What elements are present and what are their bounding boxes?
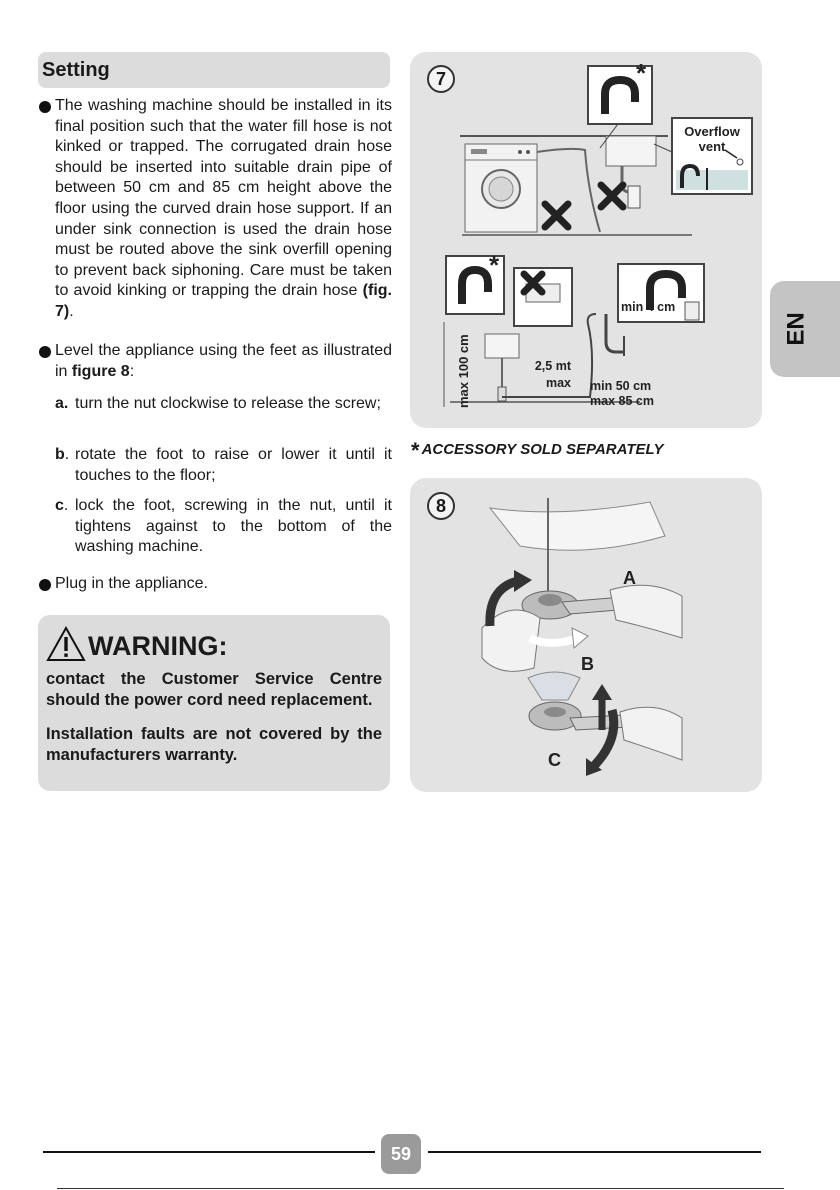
hose-length-max-label: max [545, 376, 571, 390]
step-letter: a. [55, 395, 69, 412]
washing-machine-drawing [465, 144, 537, 232]
step-letter: c. [55, 497, 69, 514]
bullet-dot-icon [39, 579, 51, 591]
figure-8-foot-levelling [410, 478, 762, 792]
bullet-installation-end: . [69, 302, 74, 320]
warning-warranty: Installation faults are not covered by the manufacturers warranty. [46, 725, 382, 764]
figure-7-number: 7 [427, 65, 455, 93]
min-4-cm-label: min 4 cm [621, 300, 676, 314]
warning-triangle-icon [46, 625, 86, 663]
accessory-note-text: ACCESSORY SOLD SEPARATELY [421, 441, 664, 458]
accessory-note [411, 438, 664, 464]
max-85-cm-label: max 85 cm [590, 394, 654, 408]
figure-7-drain-installation [410, 52, 762, 428]
step-text: rotate the foot to raise or lower it until it touches to the floor; [75, 446, 392, 484]
bullet-level-text: Level the appliance using the feet as illustrated in [55, 342, 392, 380]
label-c: C [548, 750, 561, 770]
hose-length-label: 2,5 mt [534, 359, 571, 373]
accessory-star: * [411, 438, 420, 463]
bullet-dot-icon [39, 101, 51, 113]
footer-rule-left [43, 1151, 375, 1153]
bullet-dot-icon [39, 346, 51, 358]
bullet-installation [38, 96, 392, 323]
step-c [55, 496, 392, 558]
overflow-vent-label: Overflow [684, 124, 740, 139]
warning-power-cord: contact the Customer Service Centre should the power cord need replacement. [46, 670, 382, 709]
bullet-plug-text: Plug in the appliance. [55, 575, 208, 592]
overflow-vent-label-2: vent [698, 139, 726, 154]
page-number: 59 [381, 1134, 421, 1174]
warning-box [38, 615, 390, 791]
warning-title: WARNING: [88, 631, 228, 661]
fig8-reference: figure 8 [71, 362, 130, 380]
cross-icon [601, 185, 623, 207]
bullet-level [38, 341, 392, 382]
section-title [38, 52, 390, 88]
footer-rule-right [428, 1151, 761, 1153]
accessory-star-mark: * [636, 58, 647, 88]
step-a [55, 394, 392, 415]
language-tab-label: EN [782, 312, 810, 346]
min-50-cm-label: min 50 cm [590, 379, 652, 393]
figure-8-number: 8 [427, 492, 455, 520]
accessory-star-mark: * [489, 250, 500, 280]
max-100-cm-label: max 100 cm [456, 334, 471, 408]
section-title-text: Setting [42, 59, 110, 81]
step-text: lock the foot, screwing in the nut, until it tightens against to the bottom of the washing machine. [75, 497, 392, 556]
bullet-installation-text: The washing machine should be installed in its final position such that the water fill hose is not kinked or trapped. The corrugated drain hose should be inserted into suitable drain pipe of between 50 cm and 85 cm height above the floor using the curved drain hose support. If an under sink connection is used the drain hose must be routed above the sink overfill opening to prevent back siphoning. Care must be taken to avoid kinking or trapping the drain hose [55, 97, 392, 300]
label-b: B [581, 654, 594, 674]
step-b [55, 445, 392, 486]
bullet-level-end: : [129, 362, 135, 380]
cross-icon [545, 204, 568, 227]
label-a: A [623, 568, 636, 588]
bullet-plug [38, 574, 392, 595]
bottom-rule [57, 1188, 784, 1189]
figure-8-illustration [410, 478, 762, 792]
step-letter: b. [55, 446, 70, 463]
figure-7-illustration [410, 52, 762, 428]
step-text: turn the nut clockwise to release the screw; [75, 395, 381, 412]
fig7-reference: (fig. 7) [55, 282, 392, 320]
language-tab [770, 281, 840, 377]
